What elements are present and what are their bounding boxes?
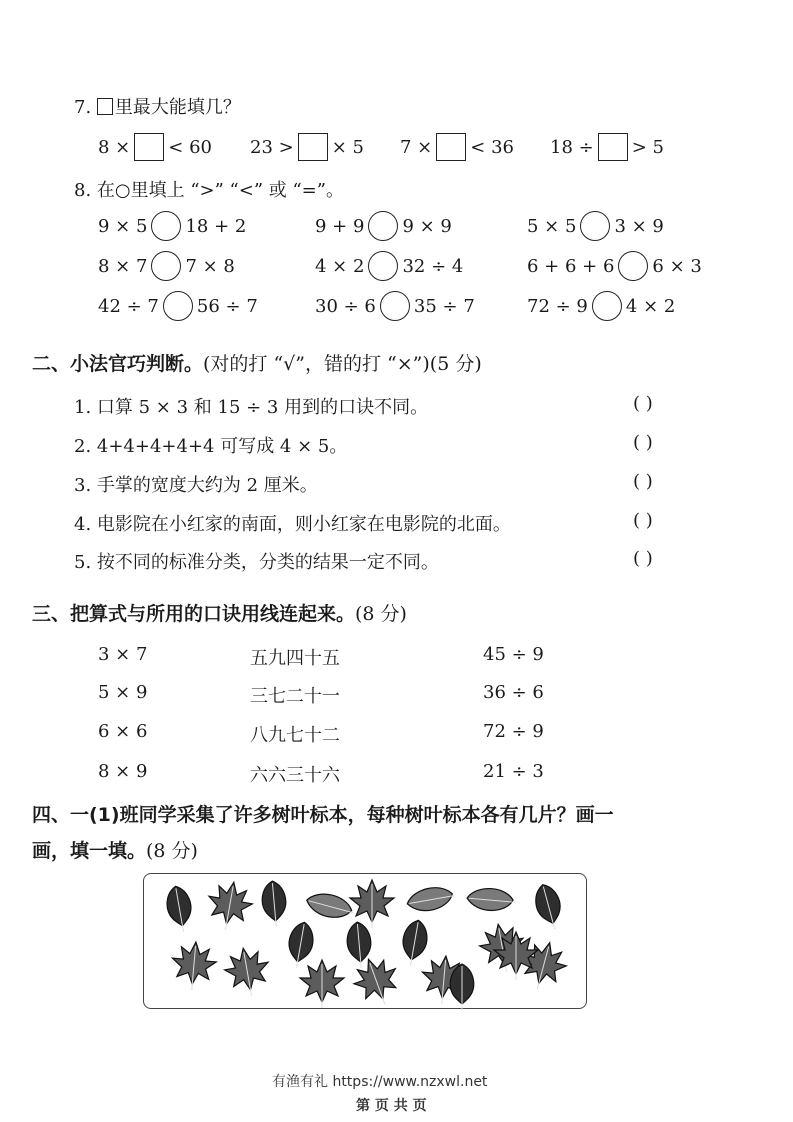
compare-circle[interactable]: [368, 211, 398, 241]
q8-left: 30 ÷ 6: [315, 295, 376, 317]
page-number: 第 页 共 页: [356, 1098, 427, 1114]
q7-item-right: < 36: [470, 136, 514, 158]
q7-item-left: 18 ÷: [550, 136, 594, 158]
q8-left: 9 + 9: [315, 215, 365, 237]
q8-left: 5 × 5: [527, 215, 577, 237]
answer-box[interactable]: [436, 133, 466, 161]
q7-item-right: > 5: [631, 136, 664, 158]
watermark-text: 有渔有礼 https://www.nzxwl.net: [272, 1074, 488, 1090]
maple-leaf-icon: [204, 879, 256, 934]
section4-line1: 四、一(1)班同学采集了许多树叶标本，每种树叶标本各有几片？画一: [32, 804, 614, 826]
match-left-item[interactable]: 6 × 6: [98, 721, 148, 742]
section2-note: (对的打 “√”，错的打 “×”)(5 分): [203, 353, 482, 375]
maple-leaf-icon: [348, 952, 406, 1010]
answer-blank[interactable]: ( ): [633, 548, 653, 569]
answer-blank[interactable]: ( ): [633, 393, 653, 414]
section4-note: (8 分): [146, 840, 198, 862]
compare-circle[interactable]: [618, 251, 648, 281]
compare-circle[interactable]: [163, 291, 193, 321]
q8-right: 35 ÷ 7: [413, 295, 475, 317]
blank-box-icon: [97, 98, 113, 115]
q8-right: 6 × 3: [652, 255, 702, 277]
judge-item-2: 2. 4+4+4+4+4 可写成 4 × 5。: [74, 436, 348, 457]
match-right-item[interactable]: 45 ÷ 9: [483, 644, 544, 665]
q8-right: 18 + 2: [185, 215, 247, 237]
q8-right: 3 × 9: [614, 215, 664, 237]
q7-title: [74, 93, 241, 119]
compare-circle[interactable]: [380, 291, 410, 321]
compare-circle[interactable]: [592, 291, 622, 321]
maple-leaf-icon: [350, 880, 394, 928]
section2-title: 二、小法官巧判断。: [32, 353, 204, 375]
compare-circle[interactable]: [368, 251, 398, 281]
q8-cell: [315, 211, 452, 241]
q8-cell: [98, 251, 235, 281]
maple-leaf-icon: [300, 960, 344, 1008]
q7-item-left: 8 ×: [98, 136, 131, 158]
q7-item-right: × 5: [331, 136, 364, 158]
compare-circle[interactable]: [580, 211, 610, 241]
q7-item-1: [98, 133, 212, 161]
match-rhyme-item[interactable]: 五九四十五: [250, 648, 340, 669]
compare-circle[interactable]: [151, 211, 181, 241]
leaf-picture-box: [143, 873, 587, 1009]
oval-leaf-icon: [405, 884, 456, 914]
q7-item-right: < 60: [168, 136, 212, 158]
birch-leaf-icon: [532, 882, 567, 932]
judge-item-5: 5. 按不同的标准分类，分类的结果一定不同。: [74, 552, 439, 573]
answer-blank[interactable]: ( ): [633, 510, 653, 531]
q8-cell: [527, 291, 675, 321]
leaf-illustration: [144, 874, 588, 1010]
q8-left: 8 × 7: [98, 255, 148, 277]
q8-cell: [527, 211, 664, 241]
compare-circle[interactable]: [151, 251, 181, 281]
oval-leaf-icon: [466, 887, 516, 913]
q8-left: 9 × 5: [98, 215, 148, 237]
answer-box[interactable]: [298, 133, 328, 161]
match-right-item[interactable]: 72 ÷ 9: [483, 721, 544, 742]
judge-item-4: 4. 电影院在小红家的南面，则小红家在电影院的北面。: [74, 514, 511, 535]
q8-right: 7 × 8: [185, 255, 235, 277]
q8-cell: [527, 251, 702, 281]
q7-number: 7.: [74, 97, 92, 118]
answer-blank[interactable]: ( ): [633, 471, 653, 492]
birch-leaf-icon: [164, 884, 195, 933]
answer-box[interactable]: [134, 133, 164, 161]
match-rhyme-item[interactable]: 六六三十六: [250, 765, 340, 786]
section4-line2: [32, 836, 198, 863]
birch-leaf-icon: [285, 920, 316, 969]
q8-right: 4 × 2: [625, 295, 676, 317]
judge-item-3: 3. 手掌的宽度大约为 2 厘米。: [74, 475, 318, 496]
q8-right: 56 ÷ 7: [196, 295, 258, 317]
section4-line2-text: 画，填一填。: [32, 840, 147, 862]
birch-leaf-icon: [450, 964, 473, 1010]
q8-left: 42 ÷ 7: [98, 295, 159, 317]
section3-note: (8 分): [355, 603, 407, 625]
q7-title-text: 里最大能填几？: [114, 97, 241, 118]
match-left-item[interactable]: 3 × 7: [98, 644, 148, 665]
section3-title: 三、把算式与所用的口诀用线连起来。: [32, 603, 356, 625]
q7-item-left: 23 >: [250, 136, 294, 158]
match-right-item[interactable]: 36 ÷ 6: [483, 682, 544, 703]
oval-leaf-icon: [304, 889, 356, 923]
q8-title: 8. 在○里填上 “>” “<” 或 “=”。: [74, 180, 344, 201]
q8-cell: [98, 211, 246, 241]
match-rhyme-item[interactable]: 三七二十一: [250, 686, 340, 707]
judge-item-1: 1. 口算 5 × 3 和 15 ÷ 3 用到的口诀不同。: [74, 397, 429, 418]
q7-item-4: [550, 133, 664, 161]
match-rhyme-item[interactable]: 八九七十二: [250, 725, 340, 746]
q7-item-left: 7 ×: [400, 136, 433, 158]
q8-cell: [315, 251, 463, 281]
q8-right: 9 × 9: [402, 215, 452, 237]
section3-header: [32, 599, 407, 626]
q8-left: 6 + 6 + 6: [527, 255, 615, 277]
answer-blank[interactable]: ( ): [633, 432, 653, 453]
birch-leaf-icon: [399, 918, 430, 967]
q8-left: 72 ÷ 9: [527, 295, 588, 317]
q7-item-2: [250, 133, 364, 161]
q8-cell: [98, 291, 258, 321]
q7-item-3: [400, 133, 514, 161]
section2-header: [32, 349, 482, 376]
q8-left: 4 × 2: [315, 255, 365, 277]
match-left-item[interactable]: 8 × 9: [98, 761, 148, 782]
q8-cell: [315, 291, 475, 321]
maple-leaf-icon: [170, 940, 218, 992]
answer-box[interactable]: [598, 133, 628, 161]
match-left-item[interactable]: 5 × 9: [98, 682, 148, 703]
q8-right: 32 ÷ 4: [402, 255, 464, 277]
maple-leaf-icon: [222, 945, 274, 1000]
birch-leaf-icon: [261, 880, 288, 928]
match-right-item[interactable]: 21 ÷ 3: [483, 761, 544, 782]
